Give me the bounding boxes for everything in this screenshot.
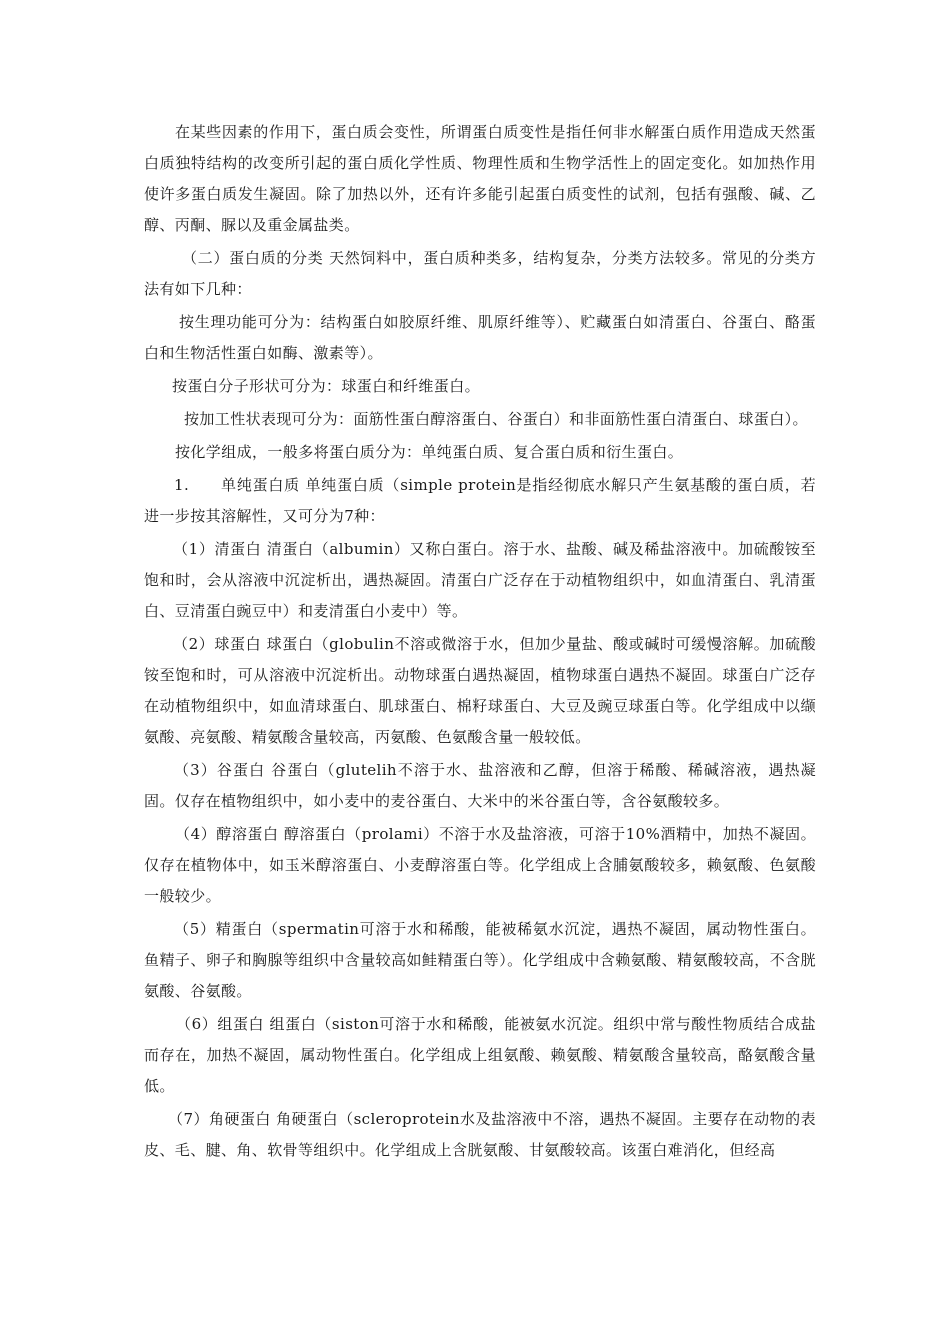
paragraph-prolamin: （4）醇溶蛋白 醇溶蛋白（prolami）不溶于水及盐溶液，可溶于10%酒精中，加热不凝固。仅存在植物体中，如玉米醇溶蛋白、小麦醇溶蛋白等。化学组成上含脯氨酸较多，赖氨酸、色氨酸一般较少。: [144, 825, 816, 905]
paragraph-classification-by-function: 按生理功能可分为：结构蛋白如胶原纤维、肌原纤维等）、贮藏蛋白如清蛋白、谷蛋白、酪蛋白和生物活性蛋白如酶、激素等）。: [144, 313, 816, 362]
paragraph-protamine: （5）精蛋白（spermatin可溶于水和稀酸，能被稀氨水沉淀，遇热不凝固，属动物性蛋白。鱼精子、卵子和胸腺等组织中含量较高如鲑精蛋白等）。化学组成中含赖氨酸、精氨酸较高，不含胱氨酸、谷氨酸。: [144, 920, 816, 1000]
paragraph-albumin: （1）清蛋白 清蛋白（albumin）又称白蛋白。溶于水、盐酸、碱及稀盐溶液中。加硫酸铵至饱和时，会从溶液中沉淀析出，遇热凝固。清蛋白广泛存在于动植物组织中，如血清蛋白、乳清蛋白、豆清蛋白豌豆中）和麦清蛋白小麦中）等。: [144, 540, 816, 620]
paragraph-histone: （6）组蛋白 组蛋白（siston可溶于水和稀酸，能被氨水沉淀。组织中常与酸性物质结合成盐而存在，加热不凝固，属动物性蛋白。化学组成上组氨酸、赖氨酸、精氨酸含量较高，酪氨酸含量低。: [144, 1015, 816, 1095]
paragraph-protein-classification-heading: （二）蛋白质的分类 天然饲料中，蛋白质种类多，结构复杂，分类方法较多。常见的分类方法有如下几种：: [144, 249, 816, 298]
paragraph-classification-by-shape: 按蛋白分子形状可分为：球蛋白和纤维蛋白。: [172, 377, 481, 395]
paragraph-protein-denaturation: 在某些因素的作用下，蛋白质会变性，所谓蛋白质变性是指任何非水解蛋白质作用造成天然蛋白质独特结构的改变所引起的蛋白质化学性质、物理性质和生物学活性上的固定变化。如加热作用使许多蛋白质发生凝固。除了加热以外，还有许多能引起蛋白质变性的试剂，包括有强酸、碱、乙醇、丙酮、脲以及重金属盐类。: [144, 123, 816, 234]
paragraph-glutelin: （3）谷蛋白 谷蛋白（glutelih不溶于水、盐溶液和乙醇，但溶于稀酸、稀碱溶液，遇热凝固。仅存在植物组织中，如小麦中的麦谷蛋白、大米中的米谷蛋白等，含谷氨酸较多。: [144, 761, 816, 810]
paragraph-scleroprotein: （7）角硬蛋白 角硬蛋白（scleroprotein水及盐溶液中不溶，遇热不凝固。主要存在动物的表皮、毛、腱、角、软骨等组织中。化学组成上含胱氨酸、甘氨酸较高。该蛋白难消化，但经高: [144, 1110, 816, 1159]
paragraph-globulin: （2）球蛋白 球蛋白（globulin不溶或微溶于水，但加少量盐、酸或碱时可缓慢溶解。加硫酸铵至饱和时，可从溶液中沉淀析出。动物球蛋白遇热凝固，植物球蛋白遇热不凝固。球蛋白广泛存在动植物组织中，如血清球蛋白、肌球蛋白、棉籽球蛋白、大豆及豌豆球蛋白等。化学组成中以缬氨酸、亮氨酸、精氨酸含量较高，丙氨酸、色氨酸含量一般较低。: [144, 635, 816, 746]
paragraph-simple-protein: 1. 单纯蛋白质 单纯蛋白质（simple protein是指经彻底水解只产生氨基酸的蛋白质，若进一步按其溶解性，又可分为7种：: [144, 476, 816, 525]
paragraph-classification-by-composition: 按化学组成，一般多将蛋白质分为：单纯蛋白质、复合蛋白质和衍生蛋白。: [175, 443, 684, 461]
paragraph-classification-by-processing: 按加工性状表现可分为：面筋性蛋白醇溶蛋白、谷蛋白）和非面筋性蛋白清蛋白、球蛋白）。: [184, 410, 808, 428]
document-body: [144, 117, 816, 1168]
